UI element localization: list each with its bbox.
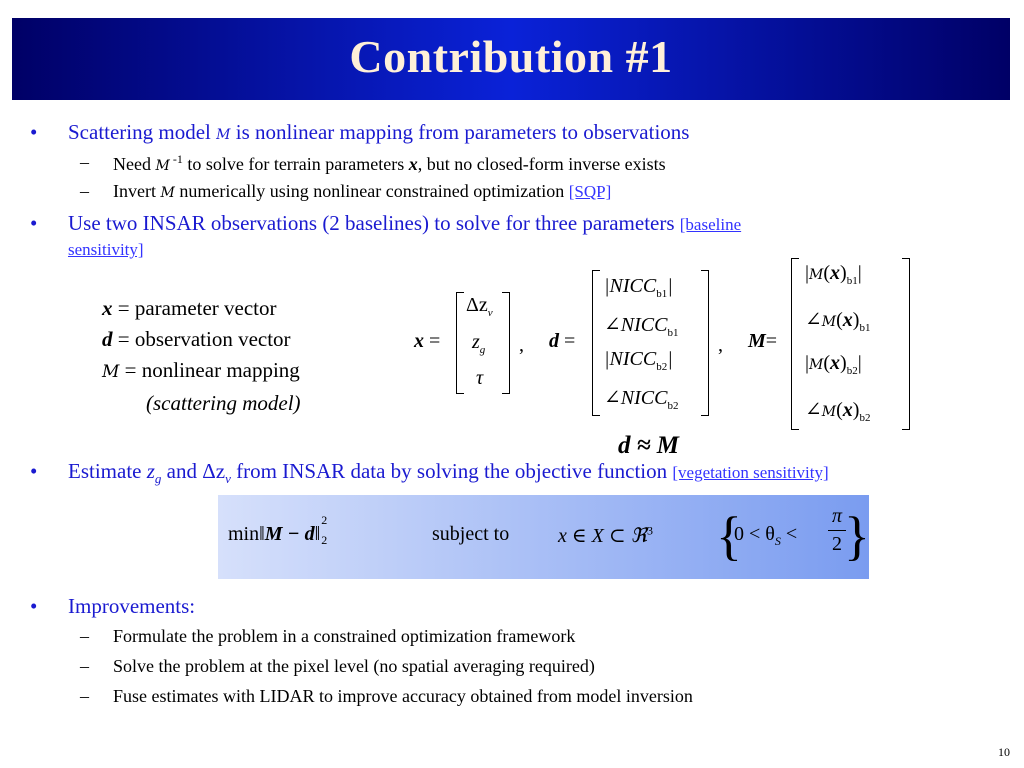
theta-text: 0 < θ bbox=[734, 523, 775, 545]
sub-text: Need bbox=[113, 154, 156, 174]
superscript: -1 bbox=[169, 152, 183, 166]
subject-to-text: subject to bbox=[432, 523, 510, 545]
dash-marker: – bbox=[80, 626, 89, 646]
def-x bbox=[102, 293, 301, 324]
m-left-bracket bbox=[791, 258, 799, 430]
d-entry-sub: b1 bbox=[667, 327, 679, 339]
g-subscript: g bbox=[154, 471, 162, 487]
x-left-bracket bbox=[456, 292, 464, 394]
m-vector-label: M= bbox=[748, 330, 778, 352]
sub-text: , but no closed-form inverse exists bbox=[417, 154, 666, 174]
page-number: 10 bbox=[998, 745, 1010, 759]
delta-z-symbol: Δz bbox=[202, 459, 226, 483]
constraint-text: x ∈ X ⊂ ℜ bbox=[558, 525, 647, 547]
def-text: = parameter vector bbox=[112, 296, 277, 320]
norm-sup: 2 bbox=[321, 513, 328, 527]
bullet-dot: • bbox=[30, 120, 38, 144]
d-entry-text: |NICC bbox=[604, 348, 657, 370]
norm-sub: 2 bbox=[321, 533, 328, 547]
pi-text: π bbox=[831, 505, 843, 527]
approx-equation: d ≈ M bbox=[618, 432, 679, 459]
def-m bbox=[102, 355, 301, 388]
d-entry-2 bbox=[604, 312, 678, 339]
dash-marker: – bbox=[80, 656, 89, 676]
objective-min: min‖M − d‖ 2 2 bbox=[228, 513, 328, 547]
script-m-symbol: M bbox=[102, 362, 120, 382]
objective-function-box bbox=[218, 495, 869, 579]
x-vector-label: x = bbox=[414, 330, 441, 352]
z-symbol: z bbox=[146, 459, 155, 483]
note-text: (scattering model) bbox=[146, 391, 301, 415]
m-entry-4: $\angle M(x)_{b2}$ bbox=[805, 399, 871, 424]
bullet-text: and bbox=[161, 459, 203, 483]
sub-text: numerically using nonlinear constrained optimization bbox=[174, 181, 569, 201]
x-entry-zg bbox=[472, 331, 485, 356]
m-entry-sub: b2 bbox=[846, 365, 858, 377]
lt-text: < bbox=[780, 523, 798, 545]
d-symbol: d bbox=[549, 330, 559, 352]
x-entry-sub: v bbox=[487, 307, 493, 319]
x-entry-dzv bbox=[466, 294, 493, 319]
v-subscript: v bbox=[225, 471, 231, 487]
script-m-symbol: M bbox=[821, 404, 837, 420]
d-entry-sub: b1 bbox=[656, 288, 668, 300]
x-entry-text: Δz bbox=[466, 294, 488, 316]
d-entry-4 bbox=[604, 385, 678, 412]
comma-1: , bbox=[519, 334, 524, 356]
bullet-dot: • bbox=[30, 459, 38, 483]
m-right-bracket bbox=[902, 258, 910, 430]
d-right-bracket bbox=[701, 270, 709, 416]
bullet-text: Estimate bbox=[68, 459, 147, 483]
improvement-text: Solve the problem at the pixel level (no spatial averaging required) bbox=[113, 656, 595, 676]
x-symbol: x bbox=[102, 296, 113, 320]
m-symbol: M bbox=[748, 330, 766, 352]
d-entry-3: $|NICC_{b2}|$ bbox=[604, 348, 673, 373]
two-text: 2 bbox=[828, 530, 846, 556]
d-vector-label: d = bbox=[549, 330, 576, 352]
comma-2: , bbox=[718, 334, 723, 356]
bullet-dot: • bbox=[30, 211, 38, 235]
d-symbol: d bbox=[102, 327, 113, 351]
d-entry-text: ∠NICC bbox=[604, 314, 668, 336]
d-entry-sub: b2 bbox=[667, 400, 679, 412]
dash-marker: – bbox=[80, 152, 89, 172]
definitions-block bbox=[102, 293, 301, 419]
script-m-symbol: M bbox=[216, 127, 231, 143]
d-entry-sub: b2 bbox=[656, 361, 668, 373]
def-d bbox=[102, 324, 301, 355]
baseline-sensitivity-link-cont[interactable]: sensitivity] bbox=[68, 240, 144, 259]
bullet-text: Scattering model bbox=[68, 120, 217, 144]
x-entry-tau bbox=[476, 367, 483, 390]
m-entry-3: $|M(x)_{b2}|$ bbox=[805, 352, 862, 377]
vegetation-sensitivity-link[interactable]: [vegetation sensitivity] bbox=[672, 463, 829, 482]
theta-sub: S bbox=[774, 534, 781, 548]
d-entry-text: |NICC bbox=[604, 275, 657, 297]
def-note bbox=[102, 388, 301, 419]
x-symbol: x bbox=[408, 154, 418, 174]
improvement-text: Fuse estimates with LIDAR to improve accuracy obtained from model inversion bbox=[113, 686, 693, 706]
dash-marker: – bbox=[80, 686, 89, 706]
brace-right: } bbox=[844, 506, 870, 566]
m-entry-sub: b2 bbox=[859, 412, 871, 424]
x-right-bracket bbox=[502, 292, 510, 394]
d-entry-text: ∠NICC bbox=[604, 387, 668, 409]
constraint-expr bbox=[558, 523, 653, 548]
norm-expr: M − d bbox=[264, 523, 315, 545]
def-text: = observation vector bbox=[112, 327, 291, 351]
def-text: = nonlinear mapping bbox=[119, 358, 300, 382]
m-entry-sub: b1 bbox=[859, 322, 871, 334]
x-symbol: x bbox=[414, 330, 424, 352]
m-entry-1: $|M(x)_{b1}|$ bbox=[805, 262, 862, 287]
sqp-link[interactable]: [SQP] bbox=[568, 182, 612, 201]
constraint-sup: 3 bbox=[646, 523, 653, 538]
m-entry-sub: b1 bbox=[846, 275, 858, 287]
brace-left: { bbox=[716, 506, 742, 566]
script-m-symbol: M bbox=[821, 314, 837, 330]
script-m-symbol: M bbox=[809, 357, 824, 373]
bullet-text: is nonlinear mapping from parameters to observations bbox=[230, 120, 690, 144]
improvement-text: Formulate the problem in a constrained optimization framework bbox=[113, 626, 576, 646]
script-m-symbol: M bbox=[155, 158, 170, 174]
slide-title: Contribution #1 bbox=[349, 31, 673, 82]
x-entry-text: τ bbox=[476, 367, 484, 389]
dash-marker: – bbox=[80, 181, 89, 201]
sub-text: Invert bbox=[113, 181, 161, 201]
bullet-text: Improvements: bbox=[68, 594, 196, 618]
x-entry-text: z bbox=[472, 331, 480, 353]
d-entry-1: $|NICC_{b1}|$ bbox=[604, 275, 673, 300]
min-text: min bbox=[228, 523, 260, 545]
d-left-bracket bbox=[592, 270, 600, 416]
baseline-sensitivity-link[interactable]: [baseline bbox=[679, 215, 742, 234]
sub-text: to solve for terrain parameters bbox=[182, 154, 409, 174]
theta-constraint bbox=[734, 523, 797, 549]
bullet-dot: • bbox=[30, 594, 38, 618]
bullet-text: from INSAR data by solving the objective function bbox=[230, 459, 673, 483]
bullet-text: Use two INSAR observations (2 baselines) to solve for three parameters bbox=[68, 211, 680, 235]
title-bar bbox=[12, 18, 1010, 100]
x-entry-sub: g bbox=[479, 344, 486, 356]
script-m-symbol: M bbox=[160, 185, 175, 201]
m-entry-2: $\angle M(x)_{b1}$ bbox=[805, 309, 871, 334]
script-m-symbol: M bbox=[809, 267, 824, 283]
